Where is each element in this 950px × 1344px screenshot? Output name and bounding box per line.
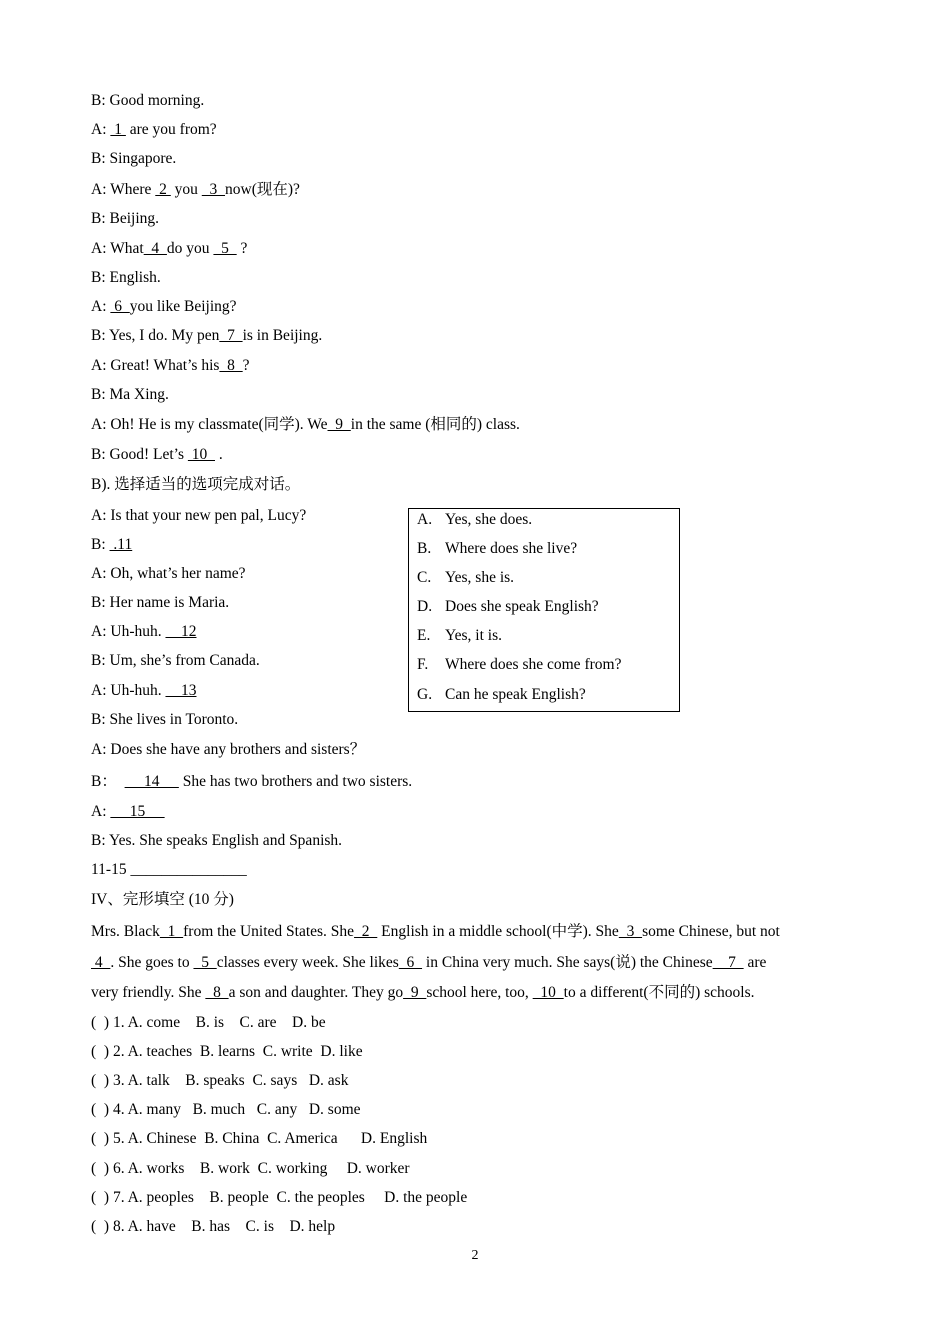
- passage-text: very friendly. She: [91, 984, 206, 1001]
- dialogue-line: [91, 180, 300, 200]
- line-text: is in Beijing.: [242, 327, 323, 344]
- option-letter: D.: [417, 598, 433, 615]
- answer-line: 11-15 _______________: [91, 861, 247, 878]
- option-letter: E.: [417, 627, 431, 644]
- option-g: [417, 685, 586, 705]
- option-letter: B.: [417, 540, 432, 557]
- line-text: A: Uh-huh.: [91, 623, 166, 640]
- line-text: B: Good morning.: [91, 92, 205, 109]
- dialogue-line: [91, 268, 161, 288]
- line-text: B: Ma Xing.: [91, 386, 169, 403]
- option-f: [417, 655, 621, 675]
- cloze-blank-1: 1: [159, 923, 184, 940]
- passage-line: [91, 953, 766, 973]
- line-text: B: Singapore.: [91, 150, 177, 167]
- line-text: B：: [91, 773, 125, 790]
- blank-13: 13: [165, 682, 197, 699]
- blank-11: .11: [109, 536, 133, 553]
- dialogue-line: [91, 209, 159, 229]
- cloze-blank-5: 5: [193, 954, 217, 971]
- options-box: [408, 508, 680, 712]
- line-text: A: Oh, what’s her name?: [91, 565, 246, 582]
- option-text: Does she speak English?: [445, 598, 599, 615]
- passage-line: [91, 983, 755, 1003]
- line-text: A:: [91, 298, 111, 315]
- option-d: [417, 597, 599, 617]
- option-text: Yes, she does.: [445, 511, 533, 528]
- blank-12: 12: [165, 623, 197, 640]
- dialogue-line: [91, 297, 237, 317]
- line-text: A:: [91, 803, 111, 820]
- line-text: now(现在)?: [225, 181, 300, 198]
- dialogue-line: [91, 326, 322, 346]
- blank-10: 10: [187, 446, 215, 463]
- dialogue-line: [91, 535, 132, 555]
- option-letter: A.: [417, 511, 433, 528]
- dialogue-line: [91, 622, 196, 642]
- cloze-blank-4: 4: [91, 954, 111, 971]
- line-text: you: [170, 181, 202, 198]
- question-3: ( ) 3. A. talk B. speaks C. says D. ask: [91, 1072, 349, 1089]
- line-text: B: Um, she’s from Canada.: [91, 652, 260, 669]
- passage-text: classes every week. She likes: [216, 954, 399, 971]
- question-7: ( ) 7. A. peoples B. people C. the peoples D. the people: [91, 1189, 468, 1206]
- dialogue-line: [91, 740, 365, 760]
- question-1: ( ) 1. A. come B. is C. are D. be: [91, 1014, 326, 1031]
- blank-3: 3: [201, 181, 226, 198]
- cloze-blank-7: 7: [712, 954, 744, 971]
- line-text: A: Does she have any brothers and sisters？: [91, 741, 366, 758]
- line-text: B: She lives in Toronto.: [91, 711, 239, 728]
- dialogue-line: [91, 802, 165, 822]
- blank-14: 14: [124, 773, 179, 790]
- dialogue-line: [91, 593, 229, 613]
- blank-6: 6: [110, 298, 130, 315]
- line-text: you like Beijing?: [129, 298, 237, 315]
- passage-text: . She goes to: [110, 954, 194, 971]
- line-text: A: Oh! He is my classmate(同学). We: [91, 416, 328, 433]
- line-text: B: English.: [91, 269, 161, 286]
- option-text: Yes, it is.: [445, 627, 503, 644]
- cloze-blank-6: 6: [398, 954, 423, 971]
- line-text: A: What: [91, 240, 144, 257]
- cloze-blank-3: 3: [618, 923, 643, 940]
- section-iv-title: IV、完形填空 (10 分): [91, 891, 234, 908]
- passage-text: a son and daughter. They go: [228, 984, 404, 1001]
- blank-4: 4: [143, 240, 167, 257]
- line-text: A: Where: [91, 181, 156, 198]
- line-text: B: Yes. She speaks English and Spanish.: [91, 832, 343, 849]
- dialogue-line: [91, 356, 250, 376]
- option-text: Can he speak English?: [445, 686, 586, 703]
- question-6: ( ) 6. A. works B. work C. working D. worker: [91, 1160, 410, 1177]
- passage-text: from the United States. She: [183, 923, 355, 940]
- dialogue-line: [91, 772, 412, 792]
- passage-text: English in a middle school(中学). She: [377, 923, 619, 940]
- dialogue-line: [91, 149, 176, 169]
- section-b-title: B). 选择适当的选项完成对话。: [91, 476, 301, 493]
- dialogue-line: [91, 415, 520, 435]
- line-text: B: Good! Let’s: [91, 446, 188, 463]
- cloze-blank-10: 10: [532, 984, 564, 1001]
- question-5: ( ) 5. A. Chinese B. China C. America D. English: [91, 1130, 428, 1147]
- line-text: She has two brothers and two sisters.: [178, 773, 413, 790]
- passage-text: in China very much. She says(说) the Chinese: [422, 954, 713, 971]
- cloze-blank-2: 2: [354, 923, 378, 940]
- line-text: ?: [242, 357, 250, 374]
- question-8: ( ) 8. A. have B. has C. is D. help: [91, 1218, 336, 1235]
- option-text: Yes, she is.: [445, 569, 515, 586]
- option-c: [417, 568, 514, 588]
- line-text: B: Yes, I do. My pen: [91, 327, 220, 344]
- dialogue-line: [91, 564, 246, 584]
- passage-text: are: [743, 954, 767, 971]
- dialogue-line: [91, 681, 196, 701]
- option-e: [417, 626, 502, 646]
- line-text: .: [215, 446, 223, 463]
- passage-text: to a different(不同的) schools.: [563, 984, 755, 1001]
- dialogue-line: [91, 710, 238, 730]
- line-text: are you from?: [125, 121, 217, 138]
- page-number: 2: [471, 1248, 479, 1263]
- passage-text: school here, too,: [426, 984, 533, 1001]
- option-b: [417, 539, 577, 559]
- blank-7: 7: [219, 327, 243, 344]
- cloze-blank-9: 9: [403, 984, 427, 1001]
- dialogue-line: [91, 120, 217, 140]
- dialogue-line: [91, 91, 204, 111]
- option-letter: C.: [417, 569, 432, 586]
- cloze-blank-8: 8: [205, 984, 229, 1001]
- line-text: B:: [91, 536, 110, 553]
- line-text: ?: [236, 240, 248, 257]
- dialogue-line: [91, 651, 260, 671]
- blank-9: 9: [327, 416, 351, 433]
- blank-5: 5: [213, 240, 237, 257]
- option-text: Where does she come from?: [445, 656, 622, 673]
- option-a: [417, 510, 532, 530]
- dialogue-line: [91, 831, 342, 851]
- question-4: ( ) 4. A. many B. much C. any D. some: [91, 1101, 361, 1118]
- passage-text: some Chinese, but not: [642, 923, 780, 940]
- line-text: in the same (相同的) class.: [350, 416, 520, 433]
- dialogue-line: [91, 445, 223, 465]
- passage-line: [91, 922, 780, 942]
- line-text: A: Great! What’s his: [91, 357, 220, 374]
- option-text: Where does she live?: [445, 540, 578, 557]
- blank-2: 2: [155, 181, 171, 198]
- dialogue-line: [91, 385, 169, 405]
- line-text: A: Uh-huh.: [91, 682, 166, 699]
- line-text: B: Beijing.: [91, 210, 160, 227]
- option-letter: G.: [417, 686, 433, 703]
- blank-15: 15: [110, 803, 165, 820]
- line-text: do you: [166, 240, 214, 257]
- blank-1: 1: [110, 121, 126, 138]
- dialogue-line: [91, 239, 247, 259]
- line-text: A: Is that your new pen pal, Lucy?: [91, 507, 307, 524]
- line-text: A:: [91, 121, 111, 138]
- dialogue-line: [91, 506, 306, 526]
- line-text: B: Her name is Maria.: [91, 594, 230, 611]
- question-2: ( ) 2. A. teaches B. learns C. write D. like: [91, 1043, 363, 1060]
- passage-text: Mrs. Black: [91, 923, 160, 940]
- option-letter: F.: [417, 656, 429, 673]
- blank-8: 8: [219, 357, 243, 374]
